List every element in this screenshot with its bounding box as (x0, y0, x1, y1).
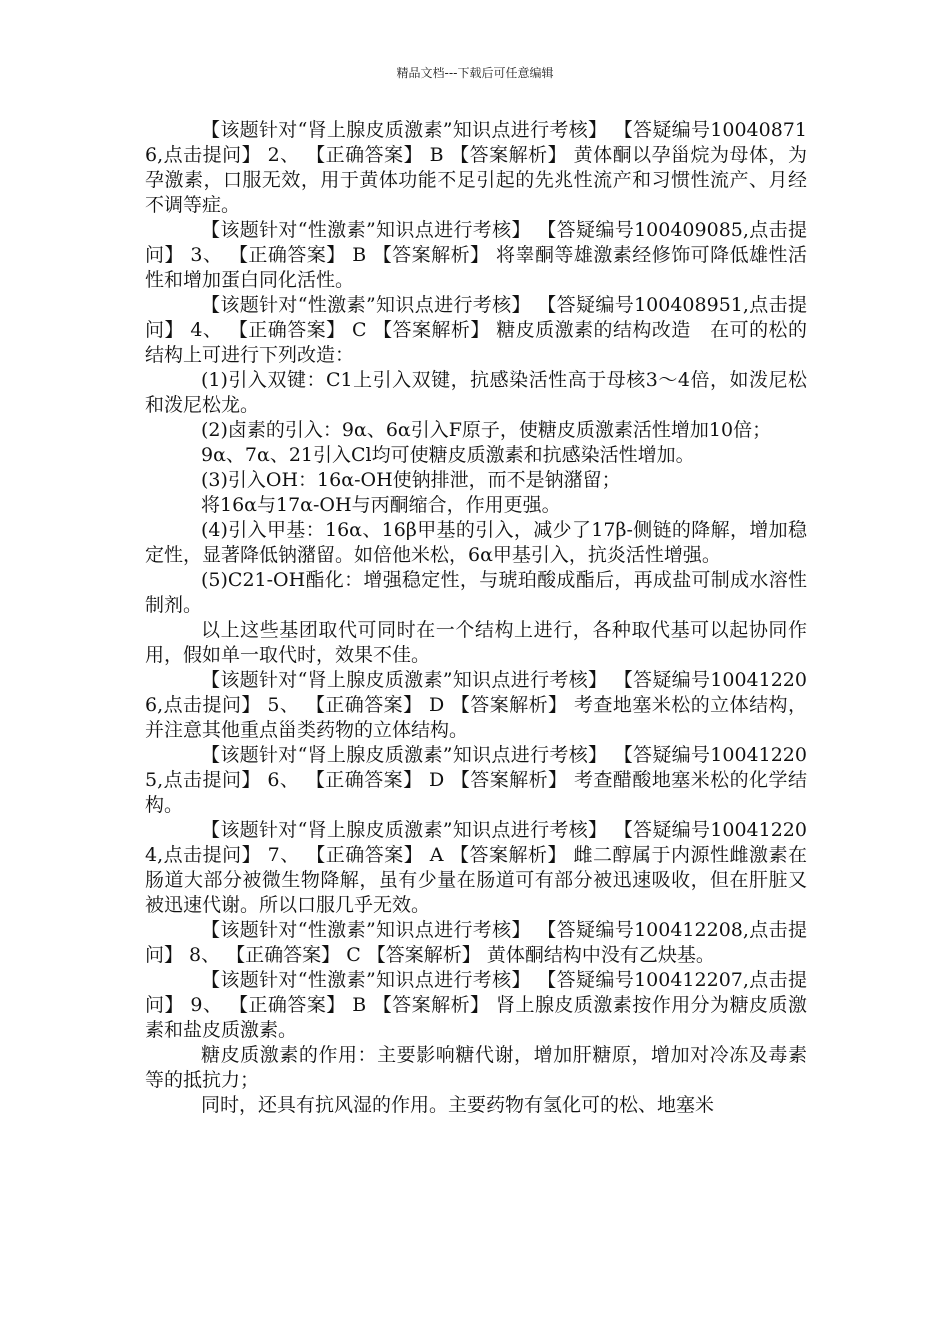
paragraph: 同时，还具有抗风湿的作用。主要药物有氢化可的松、地塞米 (201, 1094, 715, 1116)
paragraph: 【该题针对“肾上腺皮质激素”知识点进行考核】 【答疑编号100412205,点击提问】 6、 【正确答案】 D 【答案解析】 考查醋酸地塞米松的化学结构。 (145, 744, 807, 816)
paragraph: 【该题针对“性激素”知识点进行考核】 【答疑编号100409085,点击提问】 3、 【正确答案】 B 【答案解析】 将睾酮等雄激素经修饰可降低雄性活性和增加蛋白同化活性。 (145, 219, 807, 291)
paragraph: 【该题针对“肾上腺皮质激素”知识点进行考核】 【答疑编号100412206,点击提问】 5、 【正确答案】 D 【答案解析】 考查地塞米松的立体结构，并注意其他重点甾类药物的立体结构。 (145, 669, 807, 741)
paragraph: (1)引入双键：C1上引入双键，抗感染活性高于母核3～4倍，如泼尼松和泼尼松龙。 (145, 369, 807, 416)
paragraph: 【该题针对“肾上腺皮质激素”知识点进行考核】 【答疑编号100412204,点击提问】 7、 【正确答案】 A 【答案解析】 雌二醇属于内源性雌激素在肠道大部分被微生物降解，虽有少量在肠道可有部分被迅速吸收，但在肝脏又被迅速代谢。所以口服几乎无效。 (145, 819, 807, 916)
page-header: 精品文档---下载后可任意编辑 (396, 66, 554, 80)
paragraph: 【该题针对“性激素”知识点进行考核】 【答疑编号100412207,点击提问】 9、 【正确答案】 B 【答案解析】 肾上腺皮质激素按作用分为糖皮质激素和盐皮质激素。 (145, 969, 807, 1041)
paragraph: 【该题针对“肾上腺皮质激素”知识点进行考核】 【答疑编号100408716,点击提问】 2、 【正确答案】 B 【答案解析】 黄体酮以孕甾烷为母体，为孕激素，口服无效，用于黄体功能不足引起的先兆性流产和习惯性流产、月经不调等症。 (145, 119, 807, 216)
paragraph: (4)引入甲基：16α、16β甲基的引入，减少了17β-侧链的降解，增加稳定性，显著降低钠潴留。如倍他米松，6α甲基引入，抗炎活性增强。 (145, 519, 807, 566)
paragraph: 将16α与17α-OH与丙酮缩合，作用更强。 (201, 494, 561, 516)
paragraph: (3)引入OH：16α-OH使钠排泄，而不是钠潴留； (201, 469, 621, 491)
paragraph: (2)卤素的引入：9α、6α引入F原子，使糖皮质激素活性增加10倍； (201, 419, 772, 441)
paragraph: (5)C21-OH酯化：增强稳定性，与琥珀酸成酯后，再成盐可制成水溶性制剂。 (145, 569, 807, 616)
paragraph: 【该题针对“性激素”知识点进行考核】 【答疑编号100408951,点击提问】 4、 【正确答案】 C 【答案解析】 糖皮质激素的结构改造 在可的松的结构上可进行下列改造： (145, 294, 807, 366)
paragraph: 以上这些基团取代可同时在一个结构上进行，各种取代基可以起协同作用，假如单一取代时，效果不佳。 (145, 619, 807, 666)
paragraph: 糖皮质激素的作用：主要影响糖代谢，增加肝糖原，增加对冷冻及毒素等的抵抗力； (145, 1044, 807, 1091)
document-body (145, 118, 807, 1118)
paragraph: 【该题针对“性激素”知识点进行考核】 【答疑编号100412208,点击提问】 8、 【正确答案】 C 【答案解析】 黄体酮结构中没有乙炔基。 (145, 919, 807, 966)
paragraph: 9α、7α、21引入Cl均可使糖皮质激素和抗感染活性增加。 (201, 444, 695, 466)
